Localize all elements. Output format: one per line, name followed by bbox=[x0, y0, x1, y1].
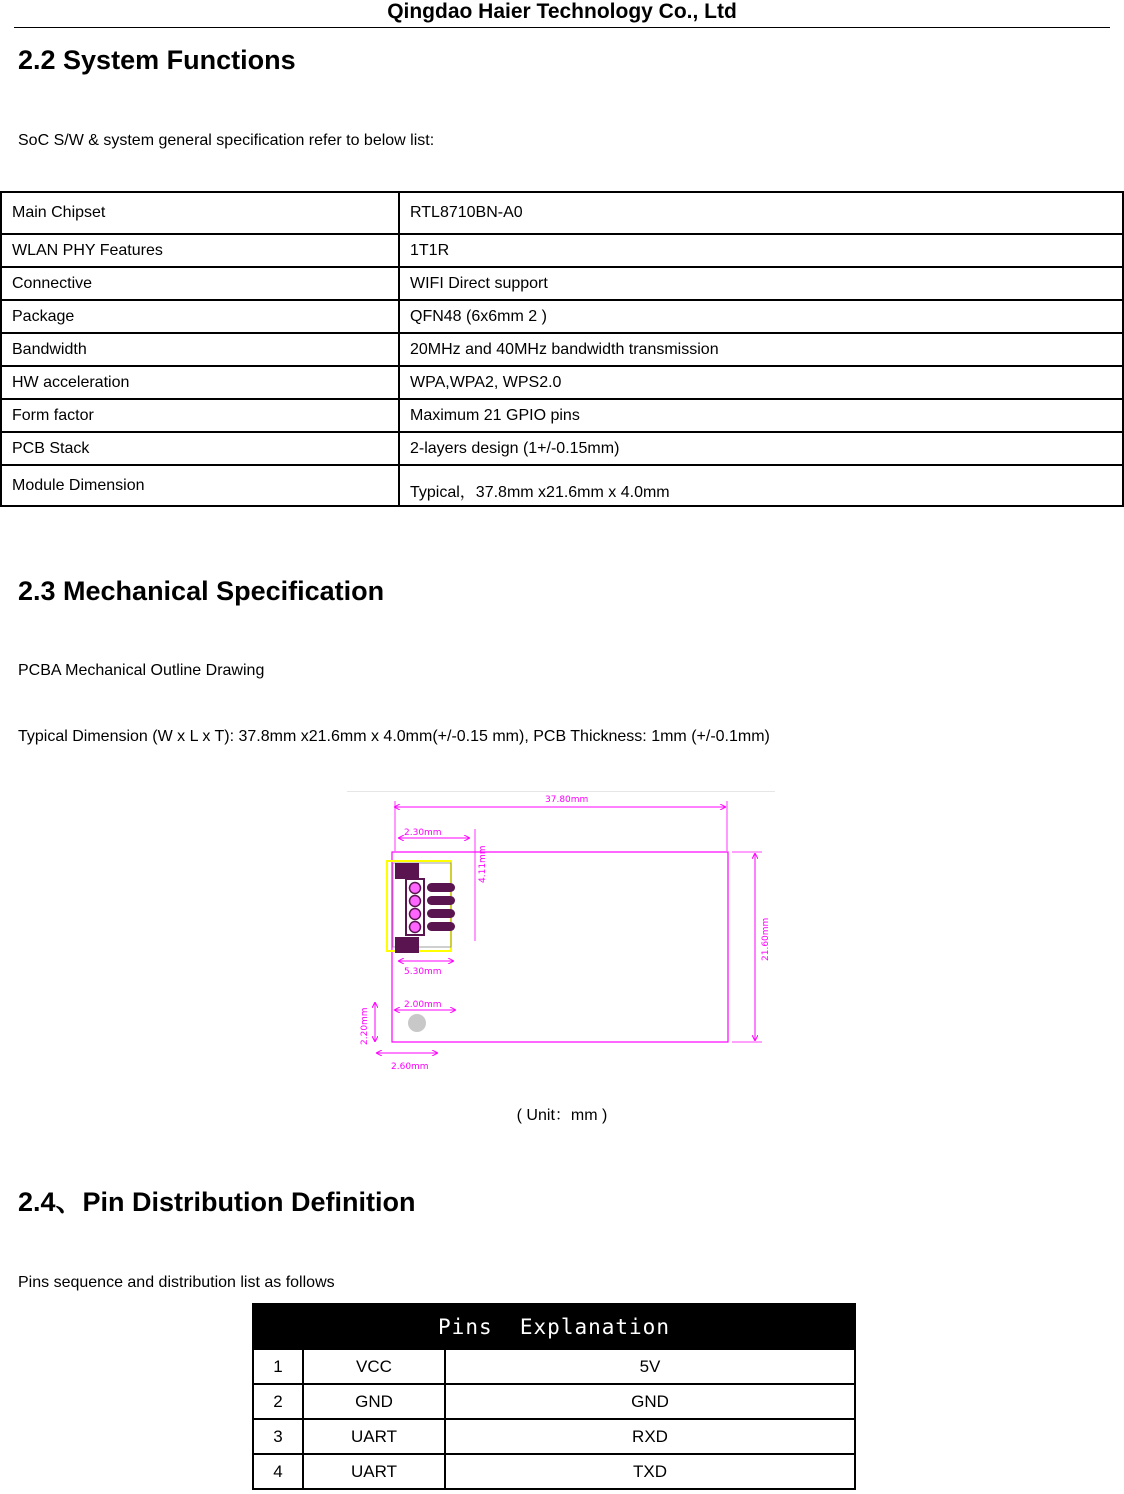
spec-key: Package bbox=[1, 300, 399, 333]
pin-definition-table bbox=[252, 1303, 856, 1490]
section-2-4-title: 2.4、Pin Distribution Definition bbox=[18, 1187, 416, 1217]
connector-width-label: 5.30mm bbox=[404, 967, 442, 977]
pin-name: UART bbox=[303, 1419, 445, 1454]
pin-row bbox=[253, 1384, 855, 1419]
pcba-outline-drawing bbox=[347, 791, 775, 1075]
spec-row bbox=[1, 432, 1123, 465]
spec-value: WIFI Direct support bbox=[399, 267, 1123, 300]
spec-value: 1T1R bbox=[399, 234, 1123, 267]
connector-offset-label: 2.30mm bbox=[404, 828, 442, 838]
header-divider bbox=[14, 27, 1110, 28]
drawing-subtitle: PCBA Mechanical Outline Drawing bbox=[18, 662, 265, 679]
drawing-caption: ( Unit：mm ) bbox=[516, 1107, 608, 1124]
spec-value: 2-layers design (1+/-0.15mm) bbox=[399, 432, 1123, 465]
pin-3-pad bbox=[410, 909, 421, 920]
spec-key: PCB Stack bbox=[1, 432, 399, 465]
hole-offset-y-label: 2.20mm bbox=[360, 1007, 370, 1045]
pin-row bbox=[253, 1419, 855, 1454]
spec-row bbox=[1, 300, 1123, 333]
spec-value: Maximum 21 GPIO pins bbox=[399, 399, 1123, 432]
pins-table-header: Pins Explanation bbox=[253, 1304, 855, 1349]
spec-key: Connective bbox=[1, 267, 399, 300]
pin-number: 1 bbox=[253, 1349, 303, 1384]
connector-pad-bottom bbox=[395, 937, 419, 953]
company-header: Qingdao Haier Technology Co., Ltd bbox=[387, 0, 737, 23]
system-spec-table bbox=[0, 191, 1124, 507]
spec-key: WLAN PHY Features bbox=[1, 234, 399, 267]
spec-key: HW acceleration bbox=[1, 366, 399, 399]
spec-key: Form factor bbox=[1, 399, 399, 432]
pin-name: UART bbox=[303, 1454, 445, 1489]
spec-value bbox=[399, 465, 1123, 506]
spec-row bbox=[1, 192, 1123, 234]
pin-row bbox=[253, 1454, 855, 1489]
pin-function: TXD bbox=[445, 1454, 855, 1489]
spec-value: 20MHz and 40MHz bandwidth transmission bbox=[399, 333, 1123, 366]
dimension-text: Typical Dimension (W x L x T): 37.8mm x21.6mm x 4.0mm(+/-0.15 mm), PCB Thickness: 1mm (+/-0.1mm) bbox=[18, 728, 770, 745]
spec-value: WPA,WPA2, WPS2.0 bbox=[399, 366, 1123, 399]
pin-function: RXD bbox=[445, 1419, 855, 1454]
pin-row bbox=[253, 1349, 855, 1384]
pin-number: 4 bbox=[253, 1454, 303, 1489]
spec-intro: SoC S/W & system general specification refer to below list: bbox=[18, 132, 435, 149]
spec-value: QFN48 (6x6mm 2 ) bbox=[399, 300, 1123, 333]
pin-name: GND bbox=[303, 1384, 445, 1419]
spec-row bbox=[1, 333, 1123, 366]
pin-function: GND bbox=[445, 1384, 855, 1419]
pin-number: 2 bbox=[253, 1384, 303, 1419]
connector-height-label: 4.11mm bbox=[478, 845, 488, 883]
pin-2-pad bbox=[410, 896, 421, 907]
mounting-hole bbox=[408, 1014, 426, 1032]
spec-row bbox=[1, 234, 1123, 267]
pins-intro: Pins sequence and distribution list as follows bbox=[18, 1274, 335, 1291]
spec-value-text: Typical，37.8mm x21.6mm x 4.0mm bbox=[410, 484, 670, 501]
hole-to-edge-label: 2.60mm bbox=[391, 1062, 429, 1072]
spec-value: RTL8710BN-A0 bbox=[399, 192, 1123, 234]
section-2-3-title: 2.3 Mechanical Specification bbox=[18, 576, 385, 606]
hole-offset-x-label: 2.00mm bbox=[404, 1000, 442, 1010]
smd-pad-1 bbox=[427, 883, 455, 892]
pin-number: 3 bbox=[253, 1419, 303, 1454]
smd-pad-4 bbox=[427, 922, 455, 931]
section-2-2-title: 2.2 System Functions bbox=[18, 45, 296, 75]
pin-name: VCC bbox=[303, 1349, 445, 1384]
spec-key: Main Chipset bbox=[1, 192, 399, 234]
smd-pad-2 bbox=[427, 896, 455, 905]
connector-pad-top bbox=[395, 863, 419, 879]
pin-1-pad bbox=[410, 883, 421, 894]
spec-row bbox=[1, 366, 1123, 399]
spec-key: Module Dimension bbox=[1, 465, 399, 506]
height-label: 21.60mm bbox=[761, 917, 771, 961]
spec-row bbox=[1, 267, 1123, 300]
width-label: 37.80mm bbox=[545, 795, 589, 805]
pin-4-pad bbox=[410, 922, 421, 933]
spec-key: Bandwidth bbox=[1, 333, 399, 366]
spec-row bbox=[1, 465, 1123, 506]
smd-pad-3 bbox=[427, 909, 455, 918]
pin-function: 5V bbox=[445, 1349, 855, 1384]
spec-row bbox=[1, 399, 1123, 432]
